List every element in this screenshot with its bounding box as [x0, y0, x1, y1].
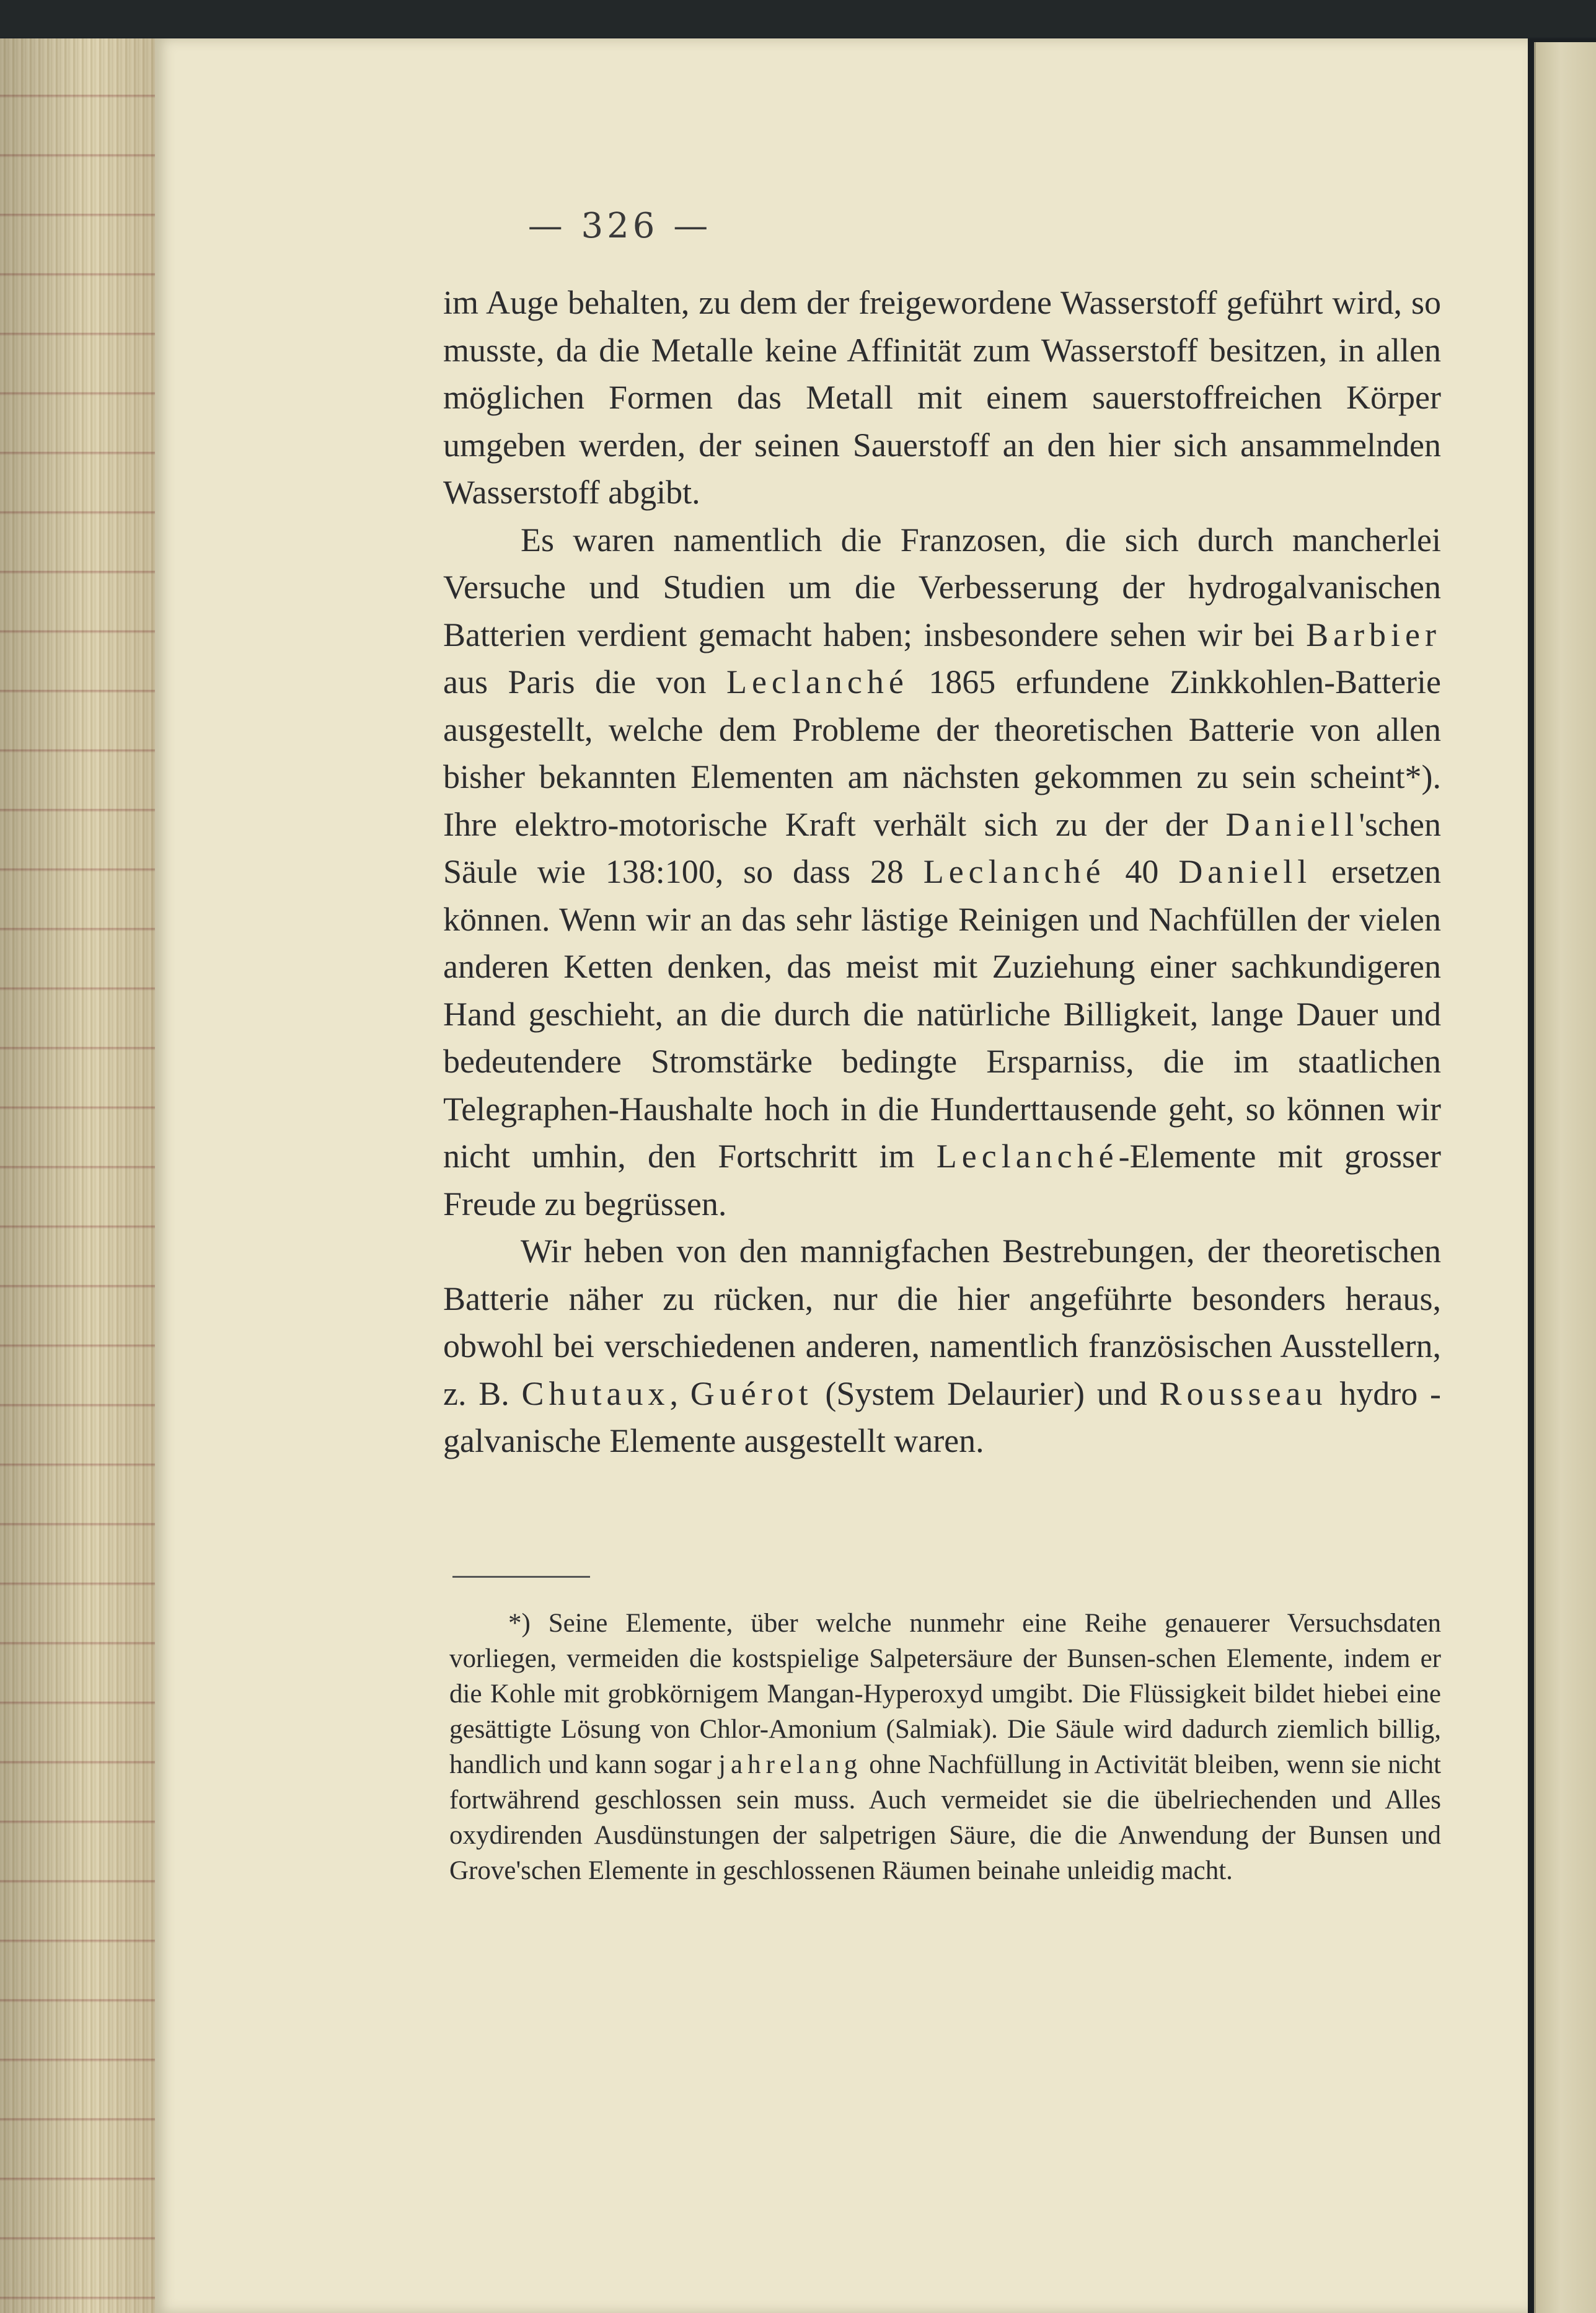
paragraph	[443, 516, 1441, 1228]
text-run: ohne Nachfüllung in Activität bleiben, wenn sie nicht fortwährend geschlossen sein muss. Auch vermeidet sie die übelriechenden und Alles oxydirenden Ausdünstungen der salpetrigen Säure, die die Anwendung der Bunsen und Grove'schen Elemente in geschlossenen Räumen beinahe unleidig macht.	[449, 1750, 1441, 1885]
paragraph	[443, 1227, 1441, 1465]
text-run: 'schen Säule wie 138:100, so dass 28	[443, 805, 1441, 890]
spaced-name: Daniell	[1178, 853, 1312, 890]
binding-marks	[0, 38, 155, 2313]
spaced-name: jahrelang	[718, 1750, 863, 1779]
text-run: hydro - galvanische Elemente ausgestellt waren.	[443, 1374, 1441, 1459]
text-run: *) Seine Elemente, über welche nunmehr eine Reihe genauerer Versuchsdaten vorliegen, vermeiden die kostspielige Salpetersäure der Bunsen-schen Elemente, indem er die Kohle mit grobkörnigem Mangan-Hyperoxyd umgibt. Die Flüssigkeit bildet hiebei eine gesättigte Lösung von Chlor-Amonium (Salmiak). Die Säule wird dadurch ziemlich billig, handlich und kann sogar	[449, 1609, 1441, 1779]
spaced-name: Chutaux	[521, 1374, 670, 1412]
text-run: 40	[1105, 853, 1179, 890]
spaced-name: Leclanché	[726, 663, 909, 701]
paragraph	[443, 279, 1441, 516]
text-run: aus Paris die von	[443, 663, 726, 701]
spaced-name: Daniell	[1225, 805, 1359, 843]
footnote-text	[449, 1606, 1441, 1888]
footnote-rule	[452, 1576, 590, 1578]
text-run: Es waren namentlich die Franzosen, die sich durch mancherlei Versuche und Studien um die Verbesserung der hydrogalvanischen Batterien verdient gemacht haben; insbesondere sehen wir bei	[443, 521, 1441, 653]
spaced-name: Leclanché	[923, 853, 1106, 890]
main-text	[443, 279, 1441, 1465]
spaced-name: Leclanché	[936, 1138, 1119, 1175]
text-run: 1865 erfundene Zinkkohlen-Batterie ausgestellt, welche dem Probleme der theoretischen Batterie von allen bisher bekannten Elementen am nächsten gekommen zu sein scheint*). Ihre elektro-motorische Kraft verhält sich zu der der	[443, 663, 1441, 843]
text-run: ersetzen können. Wenn wir an das sehr lästige Reinigen und Nachfüllen der vielen anderen Ketten denken, das meist mit Zuziehung einer sachkundigeren Hand geschieht, an die durch die natürliche Billigkeit, lange Dauer und bedeutendere Stromstärke bedingte Ersparniss, die im staatlichen Telegraphen-Haushalte hoch in die Hunderttausende geht, so können wir nicht umhin, den Fortschritt im	[443, 853, 1442, 1175]
text-run: (System Delaurier) und	[813, 1374, 1160, 1412]
page-number: — 326 —	[527, 206, 712, 246]
next-page-edge	[1534, 42, 1596, 2313]
text-run: ,	[669, 1374, 690, 1412]
spaced-name: Barbier	[1306, 616, 1441, 653]
text-run: Wir heben von den mannigfachen Bestrebungen, der theoretischen Batterie näher zu rücken, nur die hier angeführte besonders heraus, obwohl bei verschiedenen anderen, namentlich französischen Ausstellern, z. B.	[443, 1232, 1441, 1412]
spaced-name: Rousseau	[1159, 1374, 1328, 1412]
footnote	[449, 1606, 1441, 1888]
text-run: -Elemente mit grosser Freude zu begrüssen.	[443, 1138, 1441, 1223]
scanner-top-band	[0, 0, 1596, 37]
text-run: im Auge behalten, zu dem der freigewordene Wasserstoff geführt wird, so musste, da die Metalle keine Affinität zum Wasserstoff besitzen, in allen möglichen Formen das Metall mit einem sauerstoffreichen Körper umgeben werden, der seinen Sauerstoff an den hier sich ansammelnden Wasserstoff abgibt.	[443, 284, 1441, 511]
spaced-name: Guérot	[690, 1374, 813, 1412]
